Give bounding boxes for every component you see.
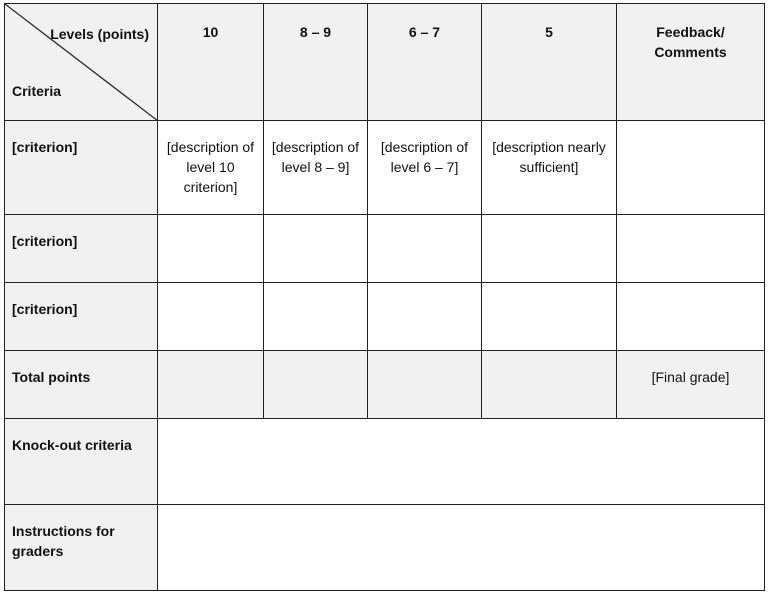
instructions-row xyxy=(5,505,765,591)
level-6-7-description[interactable] xyxy=(368,121,482,215)
total-level-8-9-cell xyxy=(264,351,368,419)
knockout-label: Knock-out criteria xyxy=(5,419,158,505)
level-5-description[interactable] xyxy=(482,121,617,215)
header-row xyxy=(5,4,765,121)
level-5-cell[interactable] xyxy=(482,283,617,351)
criteria-heading: Criteria xyxy=(12,83,62,99)
level-6-7-description-text: [description of level 6 – 7] xyxy=(380,139,469,175)
level-8-9-header: 8 – 9 xyxy=(264,4,368,121)
level-10-header: 10 xyxy=(158,4,264,121)
levels-heading: Levels (points) xyxy=(50,26,149,42)
level-6-7-cell[interactable] xyxy=(368,215,482,283)
feedback-header xyxy=(617,4,765,121)
level-6-7-header: 6 – 7 xyxy=(368,4,482,121)
criterion-row xyxy=(5,283,765,351)
level-5-description-text: [description nearly sufficient] xyxy=(492,139,606,175)
level-8-9-description[interactable] xyxy=(264,121,368,215)
feedback-cell[interactable] xyxy=(617,215,765,283)
final-grade-cell[interactable]: [Final grade] xyxy=(617,351,765,419)
corner-cell xyxy=(5,4,158,121)
level-6-7-cell[interactable] xyxy=(368,283,482,351)
criterion-label: [criterion] xyxy=(5,215,158,283)
total-level-6-7-cell xyxy=(368,351,482,419)
feedback-header-label: Feedback/ Comments xyxy=(654,24,727,60)
feedback-cell[interactable] xyxy=(617,121,765,215)
diagonal-divider xyxy=(5,4,158,121)
instructions-cell[interactable] xyxy=(158,505,765,591)
knockout-cell[interactable] xyxy=(158,419,765,505)
level-10-cell[interactable] xyxy=(158,215,264,283)
level-10-cell[interactable] xyxy=(158,283,264,351)
criterion-row xyxy=(5,215,765,283)
criterion-label: [criterion] xyxy=(5,283,158,351)
knockout-row xyxy=(5,419,765,505)
level-8-9-description-text: [description of level 8 – 9] xyxy=(271,139,360,175)
instructions-label xyxy=(5,505,158,591)
total-level-10-cell xyxy=(158,351,264,419)
level-10-description-text: [description of level 10 criterion] xyxy=(166,139,255,195)
total-row xyxy=(5,351,765,419)
criterion-label: [criterion] xyxy=(5,121,158,215)
instructions-label-text: Instructions for graders xyxy=(12,523,115,559)
level-8-9-cell[interactable] xyxy=(264,215,368,283)
rubric-table xyxy=(4,3,765,591)
level-5-cell[interactable] xyxy=(482,215,617,283)
level-8-9-cell[interactable] xyxy=(264,283,368,351)
total-level-5-cell xyxy=(482,351,617,419)
level-5-header: 5 xyxy=(482,4,617,121)
feedback-cell[interactable] xyxy=(617,283,765,351)
criterion-row xyxy=(5,121,765,215)
total-label: Total points xyxy=(5,351,158,419)
level-10-description[interactable] xyxy=(158,121,264,215)
